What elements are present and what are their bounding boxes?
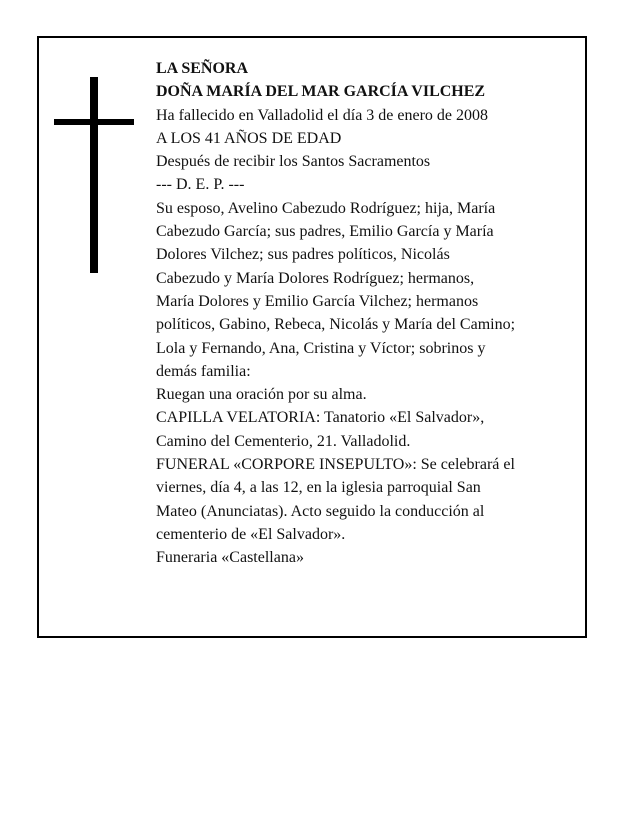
- family-line: María Dolores y Emilio García Vilchez; hermanos: [156, 292, 479, 310]
- chapel-line: CAPILLA VELATORIA: Tanatorio «El Salvador»,: [156, 409, 485, 427]
- funeral-paragraph: [156, 453, 515, 546]
- cross-vertical-bar: [90, 77, 98, 273]
- obituary-text: [156, 57, 515, 570]
- chapel-paragraph: [156, 406, 515, 453]
- death-notice: Ha fallecido en Valladolid el día 3 de enero de 2008: [156, 106, 489, 124]
- funeral-line: FUNERAL «CORPORE INSEPULTO»: Se celebrará el: [156, 456, 515, 474]
- family-line: Lola y Fernando, Ana, Cristina y Víctor; sobrinos y: [156, 339, 486, 357]
- funeral-line: viernes, día 4, a las 12, en la iglesia parroquial San: [156, 479, 481, 497]
- family-line: Cabezudo García; sus padres, Emilio García y María: [156, 223, 494, 241]
- cross-horizontal-bar: [54, 119, 134, 125]
- title: LA SEÑORA: [156, 60, 249, 77]
- family-line: políticos, Gabino, Rebeca, Nicolás y María del Camino;: [156, 316, 516, 334]
- family-line: Cabezudo y María Dolores Rodríguez; hermanos,: [156, 269, 475, 287]
- family-line: demás familia:: [156, 362, 251, 380]
- sacraments: Después de recibir los Santos Sacramentos: [156, 153, 431, 171]
- funeral-line: cementerio de «El Salvador».: [156, 525, 346, 543]
- age: A LOS 41 AÑOS DE EDAD: [156, 129, 342, 147]
- prayer: Ruegan una oración por su alma.: [156, 386, 367, 404]
- funeral-home: Funeraria «Castellana»: [156, 549, 304, 567]
- family-paragraph: [156, 197, 515, 383]
- chapel-line: Camino del Cementerio, 21. Valladolid.: [156, 432, 411, 450]
- family-line: Su esposo, Avelino Cabezudo Rodríguez; hija, María: [156, 199, 496, 217]
- family-line: Dolores Vilchez; sus padres políticos, Nicolás: [156, 246, 450, 264]
- rip: --- D. E. P. ---: [156, 176, 245, 194]
- funeral-line: Mateo (Anunciatas). Acto seguido la conducción al: [156, 502, 485, 520]
- obituary-frame: [37, 36, 587, 638]
- deceased-name: DOÑA MARÍA DEL MAR GARCÍA VILCHEZ: [156, 83, 486, 101]
